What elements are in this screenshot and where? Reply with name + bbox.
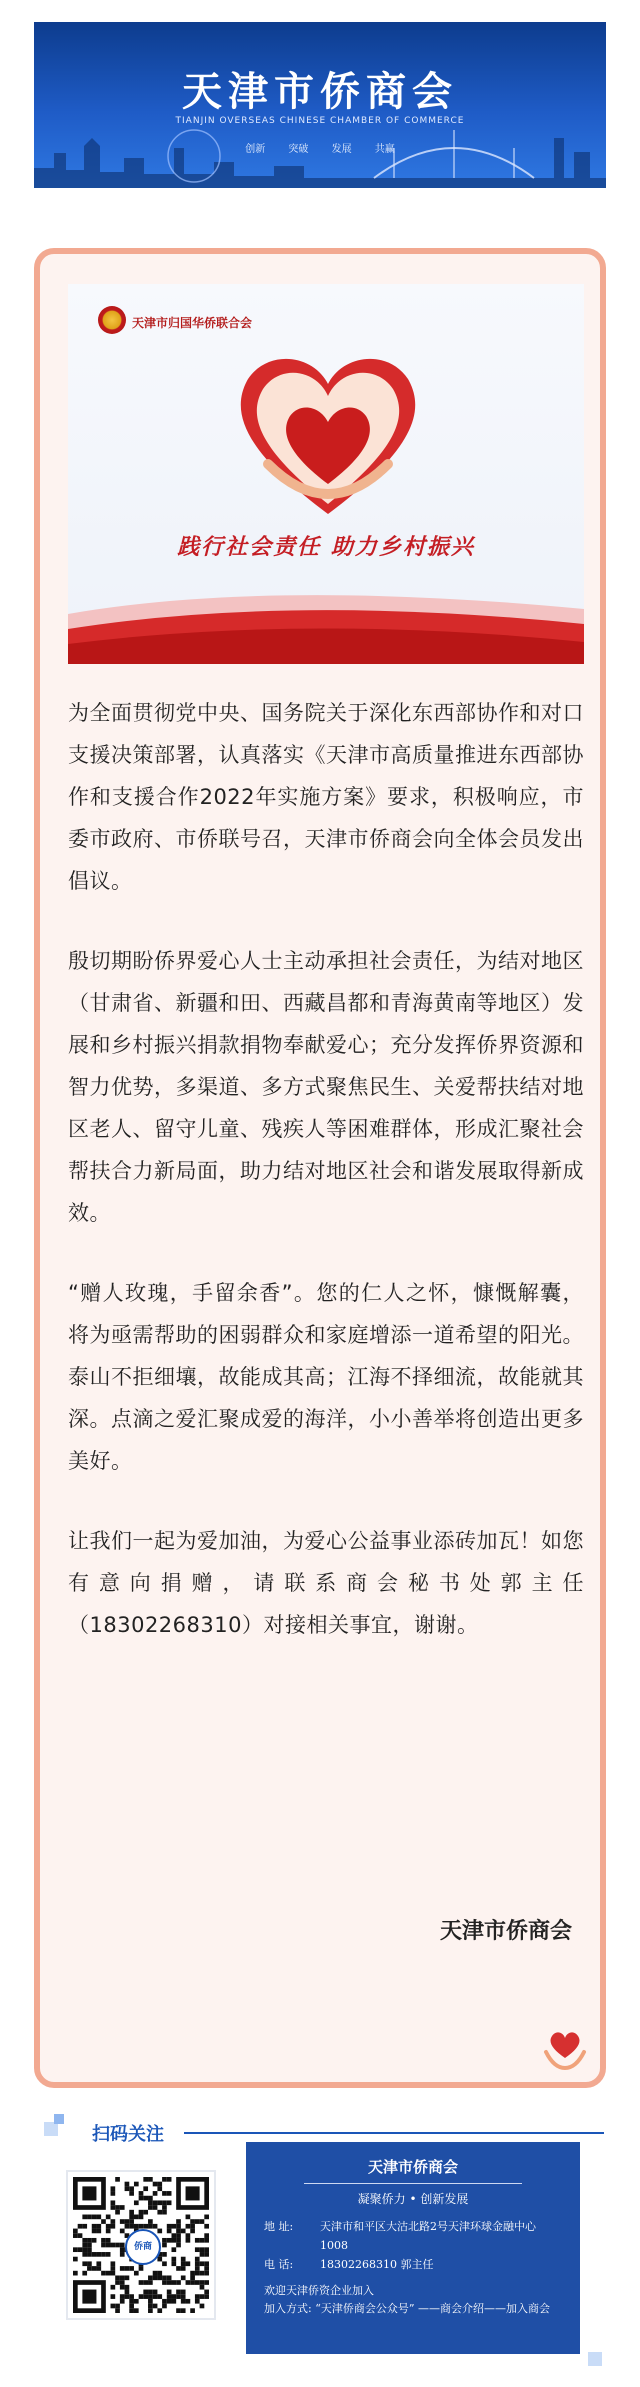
emblem-icon bbox=[98, 306, 126, 334]
article-card bbox=[34, 248, 606, 2088]
divider bbox=[184, 2132, 604, 2134]
address-label: 地 址: bbox=[264, 2220, 294, 2233]
join-info bbox=[264, 2282, 562, 2318]
qr-code[interactable] bbox=[66, 2170, 216, 2320]
contact-info-card bbox=[246, 2142, 580, 2354]
org-name: 天津市侨商会 bbox=[367, 2158, 458, 2176]
hero-image bbox=[68, 284, 584, 664]
heart-hands-icon bbox=[540, 2024, 590, 2074]
decorative-square bbox=[44, 2122, 58, 2136]
divider bbox=[304, 2183, 522, 2184]
phone-row bbox=[264, 2255, 562, 2274]
banner-tag: 创新 bbox=[245, 144, 266, 155]
phone-label: 电 话: bbox=[264, 2258, 294, 2271]
hero-slogan: 践行社会责任 助力乡村振兴 bbox=[177, 535, 475, 560]
join-line: 加入方式: “天津侨商会公众号” ——商会介绍——加入商会 bbox=[264, 2302, 550, 2315]
banner-tags bbox=[34, 140, 606, 155]
join-line: 欢迎天津侨资企业加入 bbox=[264, 2284, 374, 2297]
article-paragraph: 为全面贯彻党中央、国务院关于深化东西部协作和对口支援决策部署，认真落实《天津市高质量推进东西部协作和支援合作2022年实施方案》要求，积极响应，市委市政府、市侨联号召，天津市侨商会向全体会员发出倡议。 bbox=[68, 701, 584, 893]
article-body bbox=[68, 692, 584, 1684]
header-banner bbox=[34, 22, 606, 188]
decorative-square bbox=[54, 2114, 64, 2124]
decorative-square bbox=[588, 2352, 602, 2366]
address-row bbox=[264, 2217, 562, 2255]
article-paragraph: 让我们一起为爱加油，为爱心公益事业添砖加瓦！如您有意向捐赠，请联系商会秘书处郭主任（18302268310）对接相关事宜，谢谢。 bbox=[68, 1529, 584, 1637]
banner-subtitle: TIANJIN OVERSEAS CHINESE CHAMBER OF COMMERCE bbox=[175, 116, 465, 126]
banner-tag: 突破 bbox=[288, 144, 309, 155]
footer-section bbox=[34, 2112, 606, 2372]
address-value: 天津市和平区大沽北路2号天津环球金融中心1008 bbox=[320, 2220, 536, 2252]
article-paragraph: “赠人玫瑰，手留余香”。您的仁人之怀，慷慨解囊，将为亟需帮助的困弱群众和家庭增添一道希望的阳光。泰山不拒细壤，故能成其高；江海不择细流，故能就其深。点滴之爱汇聚成爱的海洋，小小善举将创造出更多美好。 bbox=[68, 1281, 584, 1473]
article-paragraph: 殷切期盼侨界爱心人士主动承担社会责任，为结对地区（甘肃省、新疆和田、西藏昌都和青海黄南等地区）发展和乡村振兴捐款捐物奉献爱心；充分发挥侨界资源和智力优势，多渠道、多方式聚焦民生、关爱帮扶结对地区老人、留守儿童、残疾人等困难群体，形成汇聚社会帮扶合力新局面，助力结对地区社会和谐发展取得新成效。 bbox=[68, 949, 584, 1225]
banner-tag: 发展 bbox=[331, 144, 352, 155]
banner-title: 天津市侨商会 bbox=[182, 69, 458, 115]
heart-hands-icon bbox=[228, 344, 428, 524]
article-signature: 天津市侨商会 bbox=[439, 1919, 572, 1944]
red-wave-decoration bbox=[68, 584, 584, 664]
scan-follow-title: 扫码关注 bbox=[92, 2124, 164, 2145]
banner-tag: 共赢 bbox=[374, 144, 395, 155]
hero-org-name: 天津市归国华侨联合会 bbox=[132, 316, 253, 330]
qr-logo: 侨商 bbox=[125, 2229, 161, 2265]
phone-value: 18302268310 郭主任 bbox=[320, 2258, 434, 2271]
org-motto: 凝聚侨力 • 创新发展 bbox=[357, 2192, 469, 2206]
